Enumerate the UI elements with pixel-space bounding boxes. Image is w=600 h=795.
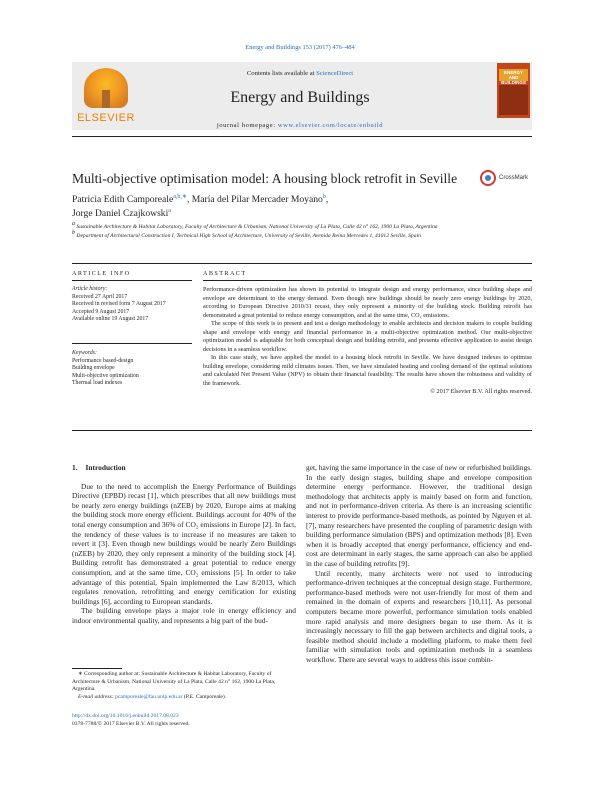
author-line-2 <box>72 207 532 221</box>
affiliation-b: $^b$ Department of Architectural Construction I, Technical High School of Architecture, University of Seville, Avenida Reina Mercedes 1, 41012 Seville, Spain <box>72 229 421 239</box>
elsevier-tree-icon <box>84 68 128 108</box>
keywords <box>72 350 192 388</box>
keywords-label: Keywords: <box>72 350 97 356</box>
abstract-paragraph: The scope of this work is to present and test a design methodology to enable architects and decision makers to couple building shape and envelope with energy and financial performance in a multi-objective optimization method. Our multi-objective optimization model is adaptable for both conceptual design and building retrofit, and presents effective application to assist design decisions in a seamless workflow. <box>203 320 532 353</box>
doi-block <box>72 713 296 728</box>
body-paragraph: get, having the same importance in the case of new or refurbished buildings. In the early design stages, building shape and envelope composition determine energy performance. However, the traditional design methodology that architects apply is mainly based on form and function, and not in performance-driven criteria. As there is an increasing scientific interest to provide performance-based methods, as pointed by Nguyen et al. [7], many researchers have presented the coupling of parametric design with building performance simulation (BPS) and optimization methods [8]. Even when it is broadly accepted that energy performance, efficiency and end-cost are determinant in early stages, the same approach can also be applied in the case of building retrofits [9]. <box>306 463 532 568</box>
crossmark-label: CrossMark <box>499 175 529 181</box>
abstract-paragraph: In this case study, we have applied the model to a housing block retrofit in Seville. We have designed indexes to optimise building envelope, considering mild climates issues. Then, we have simulated heating and cooling demand of the optimal solutions and calculated Net Present Value (NPV) to obtain their financial feasibility. The results have shown the robustness and validity of the framework. <box>203 354 532 387</box>
email-link[interactable]: pcamporeale@fau.unlp.edu.ar <box>115 693 183 700</box>
keyword-item: Multi-objective optimization <box>72 372 139 379</box>
abstract-end-rule <box>72 430 532 431</box>
email-note: E-mail address: pcamporeale@fau.unlp.edu.ar (P.E. Camporeale). <box>78 693 227 700</box>
footnote-rule <box>72 668 122 669</box>
body-paragraph: Due to the need to accomplish the Energy Performance of Buildings Directive (EPBD) recast [1], which prescribes that all new buildings must be nearly zero energy buildings (nZEB) by 2020, Europe aims at making the building stock more energy efficient. Buildings account for 40% of the total energy consumption and 36% of CO₂ emissions in Europe [2]. In fact, the tendency of these values is to increase if no measures are taken to revert it [3]. Even though new buildings would be nearly Zero Buildings (nZEB) by 2020, they only represent a minority of the building stock [4]. Building retrofit has demonstrated a great potential to reduce energy consumption, and at the same time, CO₂ emissions [5]. In order to take advantage of this potential, Spain implemented the Law 8/2013, which regulates renovation, retrofitting and energy certification for existing buildings [6], according to European standards. <box>72 481 296 606</box>
crossmark-icon <box>480 170 496 186</box>
corresponding-author-note: ∗ Corresponding author at: Sustainable Architecture & Habitat Laboratory, Faculty of Architecture & Urbanism, National University of La Plata, Calle 42 n° 162, 1900 La Plata, Argentina. <box>72 671 276 693</box>
journal-title: Energy and Buildings <box>230 89 370 106</box>
crossmark-badge[interactable] <box>480 170 528 186</box>
author-name[interactable]: Jorge Daniel Czajkowski <box>72 208 169 219</box>
cover-title: ENERGY AND BUILDINGS <box>501 70 526 85</box>
journal-cover-image <box>497 63 530 118</box>
body-right-column <box>306 463 532 664</box>
elsevier-wordmark: ELSEVIER <box>77 112 135 124</box>
article-history <box>72 286 192 324</box>
section-heading: 1. Introduction <box>72 463 126 472</box>
doi-link[interactable]: http://dx.doi.org/10.1016/j.enbuild.2017.08.023 <box>72 713 179 719</box>
affiliations <box>72 223 532 241</box>
body-paragraph: The building envelope plays a major role in energy efficiency and indoor environmental quality, and represents a big part of the bud- <box>72 606 296 625</box>
author-line-1: Patricia Edith Camporeale$^{a,b,∗}$, María del Pilar Mercader Moyano$^b$, <box>72 193 329 205</box>
footnotes <box>72 671 296 701</box>
history-item: Accepted 9 August 2017 <box>72 308 130 315</box>
body-left-column <box>72 463 296 626</box>
header-rule <box>72 136 532 137</box>
contents-line: Contents lists available at ScienceDirect <box>246 70 354 77</box>
elsevier-logo <box>76 68 136 126</box>
history-item: Received in revised form 7 August 2017 <box>72 301 166 308</box>
author-affiliation-sup[interactable]: a <box>168 207 171 214</box>
abstract-heading: ABSTRACT <box>203 270 247 277</box>
abstract-paragraph: Performance-driven optimization has shown its potential to integrate design and energy performance, since building shape and envelope are determinant to the energy demand. Even though new buildings should be nearly zero energy buildings by 2020, according to European Directive 2010/31 recast, they only represent a minority of the building stock. Building retrofit has demonstrated a great potential to reduce energy consumption, and at the same time, CO₂ emissions. <box>203 286 532 319</box>
keyword-item: Performance based-design <box>72 357 134 364</box>
article-info-heading: ARTICLE INFO <box>72 270 131 277</box>
author-name[interactable]: Patricia Edith Camporeale <box>72 194 174 205</box>
journal-homepage: journal homepage: www.elsevier.com/locate/enbuild <box>216 122 384 129</box>
issn-line: 0378-7788/© 2017 Elsevier B.V. All rights reserved. <box>72 720 190 727</box>
author-name[interactable]: María del Pilar Mercader Moyano <box>191 194 323 205</box>
keyword-item: Building envelope <box>72 365 115 372</box>
author-affiliation-sup[interactable]: a,b,∗ <box>173 193 187 200</box>
author-affiliation-sup[interactable]: b <box>322 193 326 200</box>
abstract-rule <box>203 280 532 281</box>
affiliations-rule <box>72 263 532 264</box>
history-item: Available online 19 August 2017 <box>72 316 149 323</box>
keyword-item: Thermal load indexes <box>72 380 123 387</box>
history-label: Article history: <box>72 286 108 292</box>
article-info-rule <box>72 280 192 281</box>
author-list <box>72 193 532 221</box>
journal-reference-link[interactable]: Energy and Buildings 153 (2017) 476–484 <box>245 44 355 51</box>
abstract-body <box>203 286 532 397</box>
history-rule <box>72 343 192 344</box>
homepage-link[interactable]: www.elsevier.com/locate/enbuild <box>277 122 384 129</box>
sciencedirect-link[interactable]: ScienceDirect <box>316 70 354 77</box>
article-title: Multi-objective optimisation model: A housing block retrofit in Seville <box>72 171 458 186</box>
affiliation-a: $^a$ Sustainable Architecture & Habitat Laboratory, Faculty of Architecture & Urbanism, National University of La Plata, Calle 42 n° 162, 1900 La Plata, Argentina <box>72 221 438 230</box>
journal-reference[interactable] <box>0 44 600 51</box>
abstract-copyright: © 2017 Elsevier B.V. All rights reserved. <box>430 388 532 395</box>
body-paragraph: Until recently, many architects were not used to introducing performance-driven techniques at the conceptual design stage. Furthermore, performance-based methods were not user-friendly for most of them and remained in the domain of experts and researchers [10,11]. As personal computers became more powerful, performance simulation tools enabled more rapid analysis and more designers began to use them. As it is increasingly necessary to fill the gap between architects and digital tools, a feasible method should include a modelling platform, to make them feel familiar with simulation tools and optimization methods in a seamless workflow. There are several ways to address this issue combin- <box>306 568 532 664</box>
history-item: Received 27 April 2017 <box>72 293 128 300</box>
